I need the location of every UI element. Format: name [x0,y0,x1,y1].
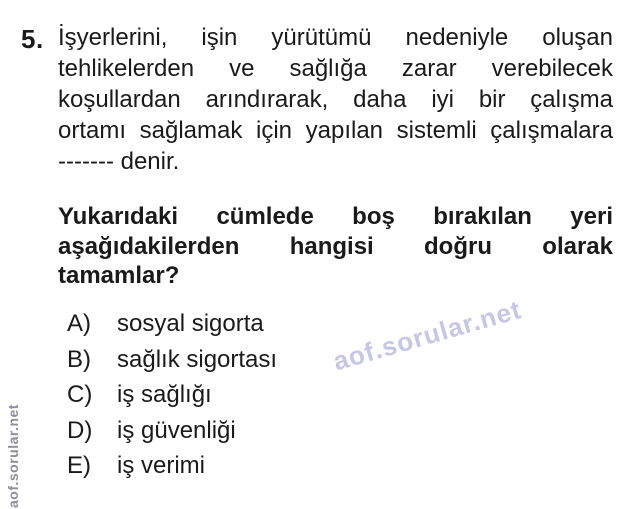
watermark-vertical: aof.sorular.net [5,404,21,508]
option-row-c [67,377,277,413]
option-row-d [67,413,277,449]
question-text-blank-line: ------- denir. [58,148,180,175]
option-text: sosyal sigorta [117,310,264,337]
question-stem-line: Yukarıdaki cümlede boş bırakılan yeri [58,203,613,230]
question-text-line: koşullardan arındırarak, daha iyi bir çalışma [58,86,613,113]
option-letter: C) [67,381,93,408]
options-list [67,306,277,484]
question-text-line: tehlikelerden ve sağlığa zarar verebilecek [58,55,613,82]
option-letter: B) [67,345,91,373]
question-number: 5. [21,24,44,54]
watermark-diagonal: aof.sorular.net [329,294,525,377]
option-letter: A) [67,310,91,337]
question-stem-line: aşağıdakilerden hangisi doğru olarak [58,232,613,260]
option-text: iş sağlığı [117,381,212,408]
question-stem-line: tamamlar? [58,262,180,289]
option-row-e [67,448,277,484]
option-letter: D) [67,416,93,444]
option-letter: E) [67,452,91,479]
option-row-a [67,306,277,342]
question-text-line: İşyerlerini, işin yürütümü nedeniyle oluşan [58,24,613,51]
option-row-b [67,342,277,378]
question-text [58,22,613,177]
option-text: iş verimi [117,452,205,479]
question-stem [58,202,613,291]
option-text: sağlık sigortası [117,345,278,373]
question-text-line: ortamı sağlamak için yapılan sistemli çalışmalara [58,117,613,144]
option-text: iş güvenliği [117,416,236,444]
